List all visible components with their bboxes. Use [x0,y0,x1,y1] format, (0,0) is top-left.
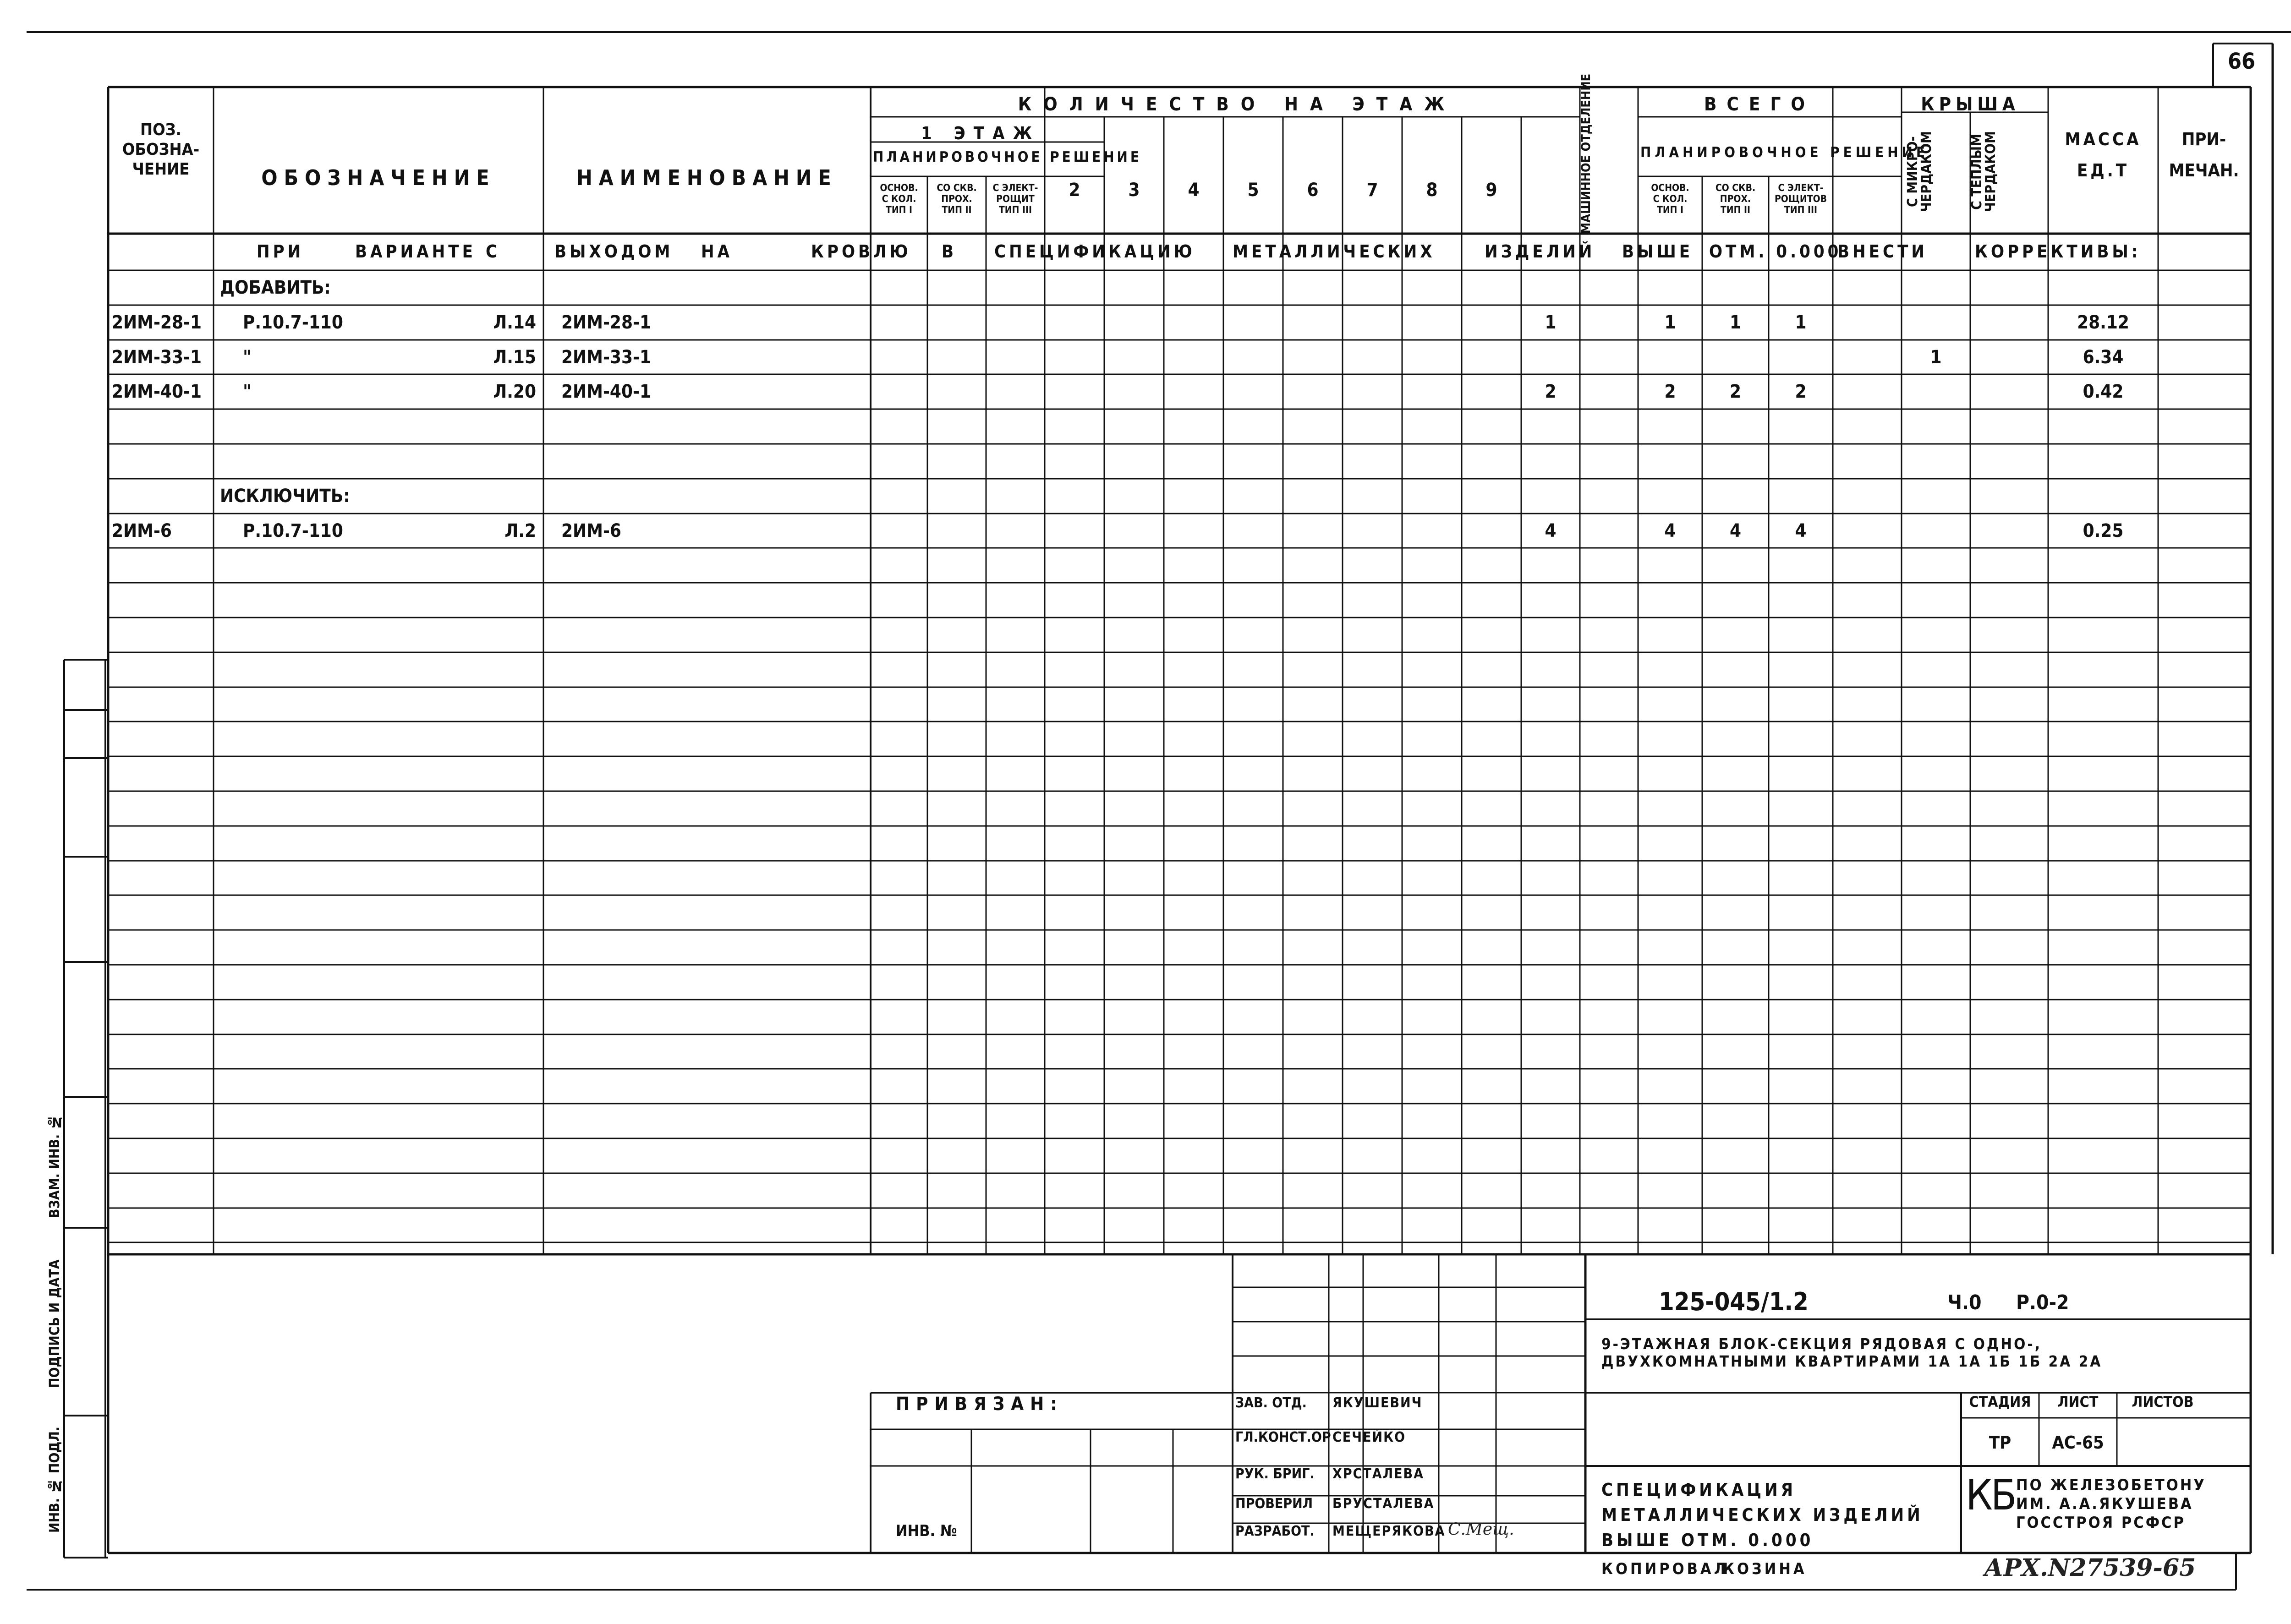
staff-role: РУК. БРИГ. [1235,1466,1315,1482]
cell-roof-micro: 1 [1930,347,1942,368]
header-total-planning: ПЛАНИРОВОЧНОЕ РЕШЕНИЕ [1640,144,1929,161]
document-title: СПЕЦИФИКАЦИЯ МЕТАЛЛИЧЕСКИХ ИЗДЕЛИЙ ВЫШЕ ОТМ. 0.000 [1601,1480,1924,1551]
header-floor-8: 8 [1426,180,1438,201]
cell-total-c: 2 [1795,381,1807,402]
left-replaced-label: ВЗАМ. ИНВ. № [47,1114,63,1218]
sheet-label: ЛИСТ [2057,1393,2099,1411]
cell-sheet: Л.2 [504,520,536,541]
note-word: НА [701,241,733,262]
note-word: КРОВЛЮ [811,241,911,262]
sheet-value: АС-65 [2052,1433,2104,1453]
header-sub-c: С ЭЛЕКТ- РОЩИТ ТИП III [992,182,1038,216]
cell-pos: 2ИМ-33-1 [112,347,202,368]
header-floor-2: 2 [1069,180,1080,201]
note-word: МЕТАЛЛИЧЕСКИХ [1233,241,1436,262]
staff-name: МЕЩЕРЯКОВА [1332,1523,1446,1539]
cell-pos: 2ИМ-6 [112,520,172,541]
header-sub-a: ОСНОВ. С КОЛ. ТИП I [880,182,918,216]
cell-total-a: 4 [1664,520,1676,541]
cell-sheet: Л.14 [493,312,536,333]
cell-name: 2ИМ-40-1 [561,381,651,402]
header-floor-6: 6 [1307,180,1319,201]
cell-floor9: 2 [1545,381,1557,402]
cell-pos: 2ИМ-28-1 [112,312,202,333]
header-mass: МАССА ЕД.Т [2065,129,2142,181]
cell-floor9: 1 [1545,312,1557,333]
header-floor-7: 7 [1366,180,1378,201]
header-floor-5: 5 [1247,180,1259,201]
sheet-number: 66 [2228,49,2256,74]
staff-name: БРУСТАЛЕВА [1332,1496,1435,1512]
staff-name: ХРСТАЛЕВА [1332,1466,1425,1482]
stage-label: СТАДИЯ [1969,1393,2031,1411]
cell-total-c: 4 [1795,520,1807,541]
header-floor-4: 4 [1188,180,1200,201]
header-roof-micro: С МИКРО-ЧЕРДАКОМ [1905,131,1935,213]
cell-total-b: 2 [1729,381,1742,402]
archive-number: АРХ.N27539-65 [1984,1554,2196,1582]
note-word: ВНЕСТИ [1837,241,1928,262]
header-note: ПРИ- МЕЧАН. [2169,129,2239,181]
header-total-sub-a: ОСНОВ. С КОЛ. ТИП I [1651,182,1689,216]
note-word: ИЗДЕЛИЙ [1485,241,1595,262]
header-designation: ОБОЗНАЧЕНИЕ [261,165,496,190]
org-logo: КБ [1966,1471,2015,1520]
cell-mass: 6.34 [2083,347,2124,368]
cell-designation: " [243,347,252,368]
cell-total-b: 1 [1729,312,1742,333]
section-label: Р.0-2 [2016,1291,2069,1314]
note-word: С [486,241,501,262]
header-floor-3: 3 [1128,180,1140,201]
cell-total-b: 4 [1729,520,1742,541]
inv-no-label: ИНВ. № [896,1522,957,1540]
note-word: ВЫШЕ [1622,241,1694,262]
header-planning: ПЛАНИРОВОЧНОЕ РЕШЕНИЕ [873,149,1142,165]
header-total-sub-b: СО СКВ. ПРОХ. ТИП II [1715,182,1756,216]
header-machine-room: МАШИННОЕ ОТДЕЛЕНИЕ [1579,73,1593,234]
org-name: ПО ЖЕЛЕЗОБЕТОНУ ИМ. А.А.ЯКУШЕВА ГОССТРОЯ РСФСР [2016,1476,2206,1532]
header-total-sub-c: С ЭЛЕКТ- РОЩИТОВ ТИП III [1774,182,1827,216]
staff-role: ПРОВЕРИЛ [1235,1496,1313,1512]
cell-designation: Р.10.7-110 [243,520,343,541]
project-description: 9-ЭТАЖНАЯ БЛОК-СЕКЦИЯ РЯДОВАЯ С ОДНО-, ДВУХКОМНАТНЫМИ КВАРТИРАМИ 1А 1А 1Б 1Б 2А 2А [1601,1335,2103,1370]
cell-total-c: 1 [1795,312,1807,333]
cell-total-a: 2 [1664,381,1676,402]
sheets-label: ЛИСТОВ [2132,1393,2194,1411]
cell-name: 2ИМ-33-1 [561,347,651,368]
left-sign-date-label: ПОДПИСЬ И ДАТА [47,1259,63,1389]
staff-name: ЯКУШЕВИЧ [1332,1395,1423,1411]
note-word: ВАРИАНТЕ [355,241,476,262]
note-word: СПЕЦИФИКАЦИЮ [994,241,1195,262]
cell-mass: 0.25 [2083,520,2124,541]
copier-name: КОЗИНА [1723,1560,1807,1578]
stage-value: ТР [1989,1433,2011,1453]
cell-name: 2ИМ-28-1 [561,312,651,333]
cell-sheet: Л.15 [493,347,536,368]
cell-sheet: Л.20 [493,381,536,402]
header-quantity-per-floor: КОЛИЧЕСТВО НА ЭТАЖ [1018,94,1457,115]
staff-role: ГЛ.КОНСТ.ОР [1235,1429,1331,1445]
cell-designation: Р.10.7-110 [243,312,343,333]
copied-label: КОПИРОВАЛ [1601,1560,1728,1578]
staff-role: РАЗРАБОТ. [1235,1523,1315,1539]
project-code: 125-045/1.2 [1659,1287,1809,1316]
header-roof-warm: С ТЕПЛЫМ ЧЕРДАКОМ [1969,131,1999,213]
cell-mass: 0.42 [2083,381,2124,402]
header-pos: ПОЗ. ОБОЗНА- ЧЕНИЕ [122,120,200,179]
staff-role: ЗАВ. ОТД. [1235,1395,1307,1411]
cell-total-a: 1 [1664,312,1676,333]
cell-name: 2ИМ-6 [561,520,621,541]
section-heading: ДОБАВИТЬ: [220,277,331,298]
cell-mass: 28.12 [2077,312,2129,333]
header-floor1: 1 ЭТАЖ [921,123,1041,143]
staff-name: СЕЧЕЙКО [1332,1429,1406,1445]
cell-floor9: 4 [1545,520,1557,541]
signature-last: С.Мещ. [1448,1520,1514,1539]
header-sub-b: СО СКВ. ПРОХ. ТИП II [937,182,977,216]
cell-designation: " [243,381,252,402]
note-word: ОТМ. 0.000 [1709,241,1842,262]
header-roof: КРЫША [1921,94,2020,115]
note-word: КОРРЕКТИВЫ: [1975,241,2141,262]
header-name: НАИМЕНОВАНИЕ [576,165,838,190]
note-word: ПРИ [257,241,304,262]
part-label: Ч.0 [1947,1291,1982,1314]
header-floor-9: 9 [1485,180,1497,201]
attached-label: ПРИВЯЗАН: [896,1394,1063,1415]
note-word: В [942,241,957,262]
section-heading: ИСКЛЮЧИТЬ: [220,486,350,507]
left-inv-label: ИНВ. № ПОДЛ. [47,1427,63,1533]
header-total: ВСЕГО [1704,94,1815,115]
cell-pos: 2ИМ-40-1 [112,381,202,402]
note-word: ВЫХОДОМ [554,241,674,262]
